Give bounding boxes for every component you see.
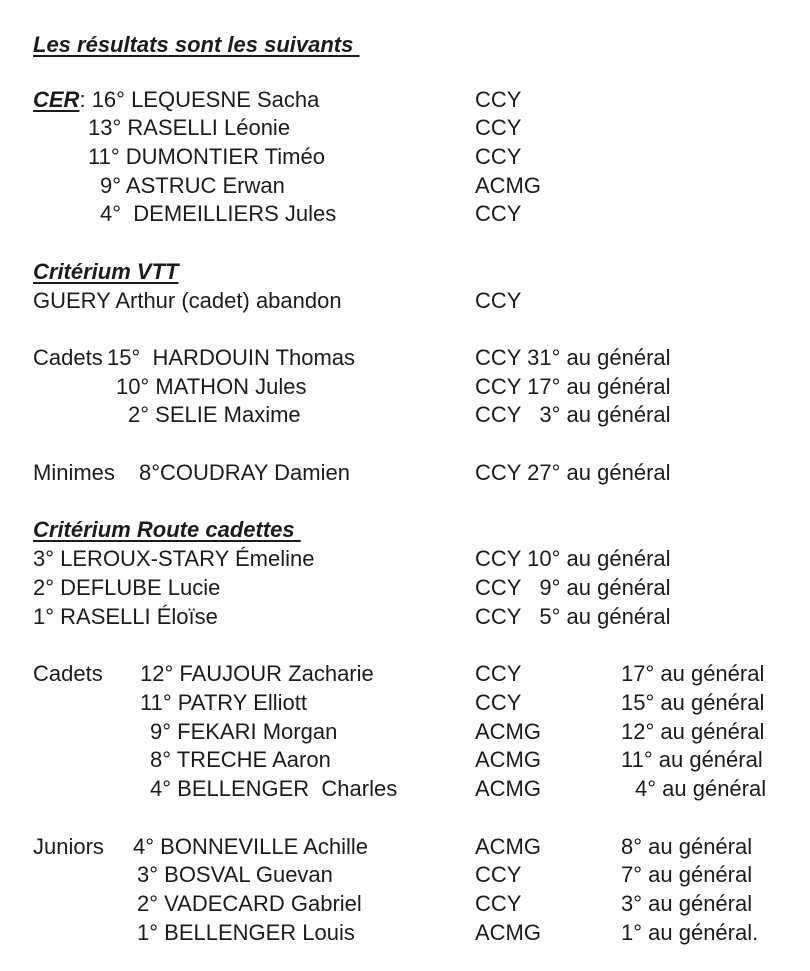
cer-row-club: CCY xyxy=(475,87,522,112)
route-junior-club: ACMG xyxy=(475,834,541,859)
cer-row-club: CCY xyxy=(475,144,522,169)
route-junior-general: 8° au général xyxy=(621,834,753,859)
vtt-minimes-result: CCY 27° au général xyxy=(475,460,671,485)
vtt-heading: Critérium VTT xyxy=(33,259,179,284)
vtt-cadet-result: CCY 17° au général xyxy=(475,374,671,399)
vtt-cadet-name: 2° SELIE Maxime xyxy=(128,402,301,427)
route-heading: Critérium Route cadettes xyxy=(33,517,301,542)
route-cadet-general: 11° au général xyxy=(621,747,763,772)
route-junior-name: 3° BOSVAL Guevan xyxy=(137,862,333,887)
route-cadette-name: 3° LEROUX-STARY Émeline xyxy=(33,546,315,571)
vtt-minimes-label: Minimes xyxy=(33,460,115,485)
vtt-guery-name: GUERY Arthur (cadet) abandon xyxy=(33,288,342,313)
route-cadet-general: 17° au général xyxy=(621,661,765,686)
route-cadet-name: 12° FAUJOUR Zacharie xyxy=(140,661,374,686)
route-cadet-club: ACMG xyxy=(475,719,541,744)
cer-label: CER xyxy=(33,87,80,112)
route-cadet-general: 12° au général xyxy=(621,719,765,744)
cer-row-name: 9° ASTRUC Erwan xyxy=(100,173,285,198)
vtt-guery-club: CCY xyxy=(475,288,522,313)
cer-colon: : xyxy=(79,87,92,112)
route-junior-name: 1° BELLENGER Louis xyxy=(137,920,355,945)
route-junior-general: 7° au général xyxy=(621,862,753,887)
route-cadets-label: Cadets xyxy=(33,661,103,686)
route-juniors-label: Juniors xyxy=(33,834,104,859)
route-cadet-name: 9° FEKARI Morgan xyxy=(150,719,338,744)
route-junior-general: 1° au général. xyxy=(621,920,759,945)
route-cadet-name: 4° BELLENGER Charles xyxy=(150,776,398,801)
cer-row-club: CCY xyxy=(475,115,522,140)
route-cadet-name: 11° PATRY Elliott xyxy=(140,690,307,715)
cer-row-name: 13° RASELLI Léonie xyxy=(88,115,291,140)
page-title: Les résultats sont les suivants xyxy=(33,32,360,57)
route-junior-name: 4° BONNEVILLE Achille xyxy=(133,834,369,859)
route-junior-club: CCY xyxy=(475,891,522,916)
route-cadet-club: CCY xyxy=(475,690,522,715)
vtt-cadet-name: 10° MATHON Jules xyxy=(116,374,307,399)
route-cadette-result: CCY 9° au général xyxy=(475,575,671,600)
route-cadet-club: ACMG xyxy=(475,776,541,801)
vtt-cadet-result: CCY 3° au général xyxy=(475,402,671,427)
route-junior-name: 2° VADECARD Gabriel xyxy=(137,891,362,916)
vtt-cadet-name: 15° HARDOUIN Thomas xyxy=(107,345,356,370)
cer-row-name: 11° DUMONTIER Timéo xyxy=(88,144,325,169)
route-cadette-result: CCY 5° au général xyxy=(475,604,671,629)
route-cadet-general: 4° au général xyxy=(635,776,767,801)
cer-row-name: 16° LEQUESNE Sacha xyxy=(91,87,320,112)
route-cadette-result: CCY 10° au général xyxy=(475,546,671,571)
cer-row-club: ACMG xyxy=(475,173,541,198)
vtt-cadets-label: Cadets xyxy=(33,345,103,370)
route-cadet-club: ACMG xyxy=(475,747,541,772)
route-junior-club: CCY xyxy=(475,862,522,887)
route-junior-general: 3° au général xyxy=(621,891,753,916)
cer-row-club: CCY xyxy=(475,201,522,226)
vtt-minimes-name: 8°COUDRAY Damien xyxy=(139,460,350,485)
route-cadette-name: 2° DEFLUBE Lucie xyxy=(33,575,221,600)
cer-row-name: 4° DEMEILLIERS Jules xyxy=(100,201,337,226)
vtt-cadet-result: CCY 31° au général xyxy=(475,345,671,370)
route-junior-club: ACMG xyxy=(475,920,541,945)
route-cadet-club: CCY xyxy=(475,661,522,686)
route-cadet-name: 8° TRECHE Aaron xyxy=(150,747,331,772)
route-cadet-general: 15° au général xyxy=(621,690,765,715)
route-cadette-name: 1° RASELLI Éloïse xyxy=(33,604,218,629)
cer-first-line xyxy=(33,89,319,111)
